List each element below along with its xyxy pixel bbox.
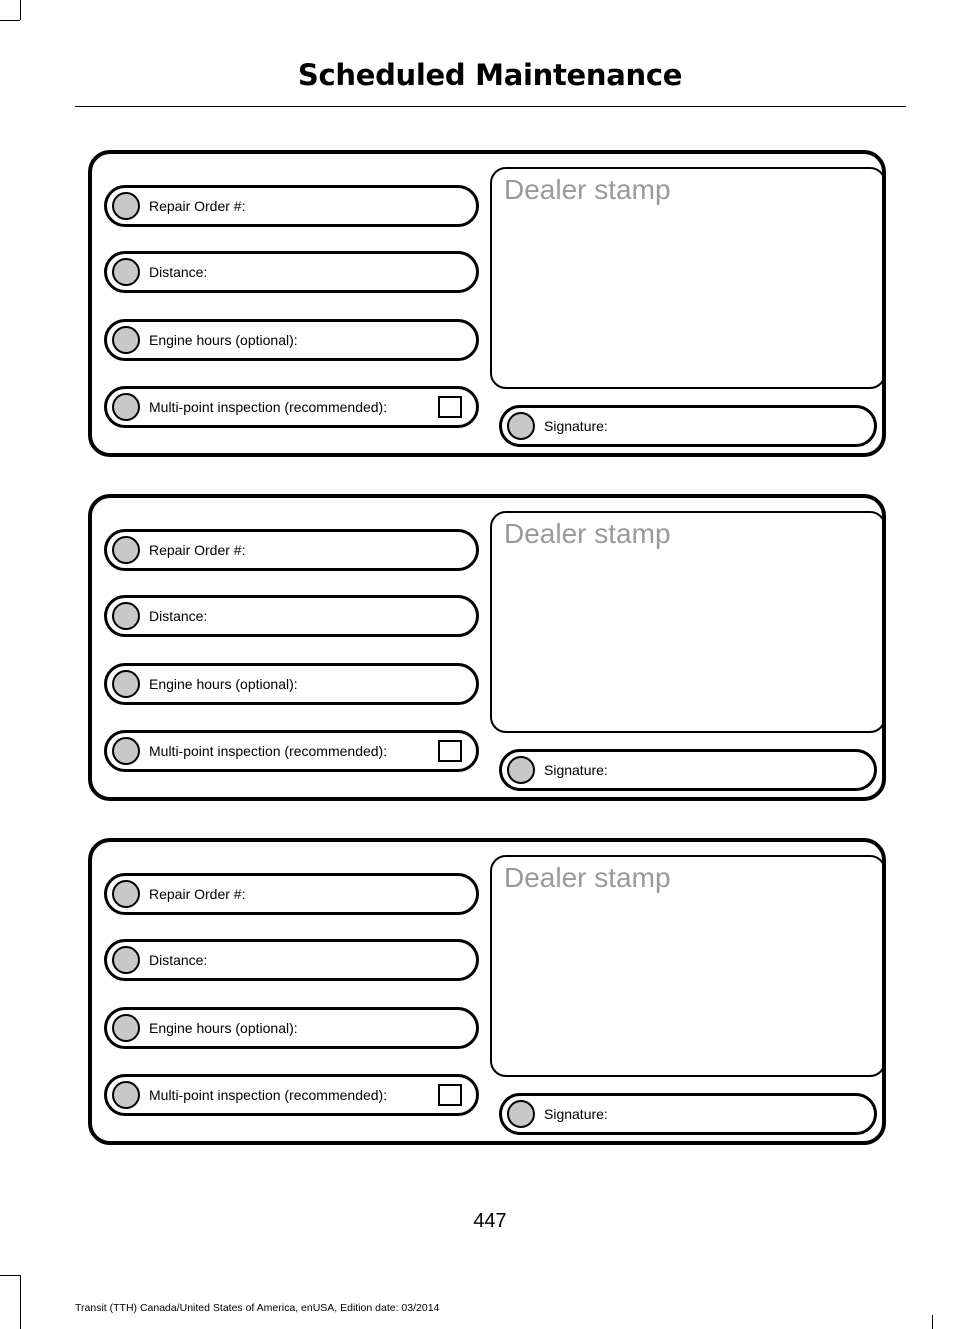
circle-icon [112, 602, 140, 630]
dealer-stamp-label: Dealer stamp [504, 862, 671, 893]
crop-mark [20, 1275, 21, 1329]
inspection-label: Multi-point inspection (recommended): [149, 399, 388, 415]
repair-order-label: Repair Order #: [149, 886, 246, 902]
maintenance-record-card [88, 150, 886, 457]
inspection-label: Multi-point inspection (recommended): [149, 1087, 388, 1103]
distance-label: Distance: [149, 264, 208, 280]
dealer-stamp-box [490, 511, 886, 733]
footer-text: Transit (TTH) Canada/United States of America, enUSA, Edition date: 03/2014 [75, 1302, 440, 1314]
crop-mark [20, 0, 21, 20]
title-divider [75, 106, 906, 107]
engine-hours-label: Engine hours (optional): [149, 676, 298, 692]
distance-field[interactable] [104, 595, 479, 637]
crop-mark [932, 1315, 933, 1329]
engine-hours-field[interactable] [104, 1007, 479, 1049]
circle-icon [112, 946, 140, 974]
signature-field[interactable] [499, 1093, 877, 1135]
maintenance-record-card [88, 838, 886, 1145]
crop-mark [0, 1275, 20, 1276]
circle-icon [112, 326, 140, 354]
circle-icon [112, 880, 140, 908]
distance-label: Distance: [149, 952, 208, 968]
page-number: 447 [473, 1210, 507, 1232]
repair-order-field[interactable] [104, 529, 479, 571]
signature-label: Signature: [544, 1106, 608, 1122]
circle-icon [112, 536, 140, 564]
dealer-stamp-label: Dealer stamp [504, 174, 671, 205]
dealer-stamp-box [490, 855, 886, 1077]
circle-icon [112, 192, 140, 220]
circle-icon [112, 670, 140, 698]
inspection-field [104, 1074, 479, 1116]
repair-order-label: Repair Order #: [149, 542, 246, 558]
inspection-label: Multi-point inspection (recommended): [149, 743, 388, 759]
signature-field[interactable] [499, 405, 877, 447]
circle-icon [112, 1014, 140, 1042]
engine-hours-field[interactable] [104, 663, 479, 705]
dealer-stamp-label: Dealer stamp [504, 518, 671, 549]
distance-label: Distance: [149, 608, 208, 624]
circle-icon [112, 737, 140, 765]
crop-mark [0, 20, 20, 21]
repair-order-field[interactable] [104, 185, 479, 227]
inspection-checkbox[interactable] [438, 1084, 462, 1106]
repair-order-field[interactable] [104, 873, 479, 915]
distance-field[interactable] [104, 939, 479, 981]
circle-icon [507, 412, 535, 440]
engine-hours-label: Engine hours (optional): [149, 1020, 298, 1036]
page-title: Scheduled Maintenance [297, 58, 683, 92]
inspection-checkbox[interactable] [438, 740, 462, 762]
signature-label: Signature: [544, 762, 608, 778]
dealer-stamp-box [490, 167, 886, 389]
circle-icon [112, 258, 140, 286]
inspection-field [104, 386, 479, 428]
inspection-checkbox[interactable] [438, 396, 462, 418]
distance-field[interactable] [104, 251, 479, 293]
inspection-field [104, 730, 479, 772]
repair-order-label: Repair Order #: [149, 198, 246, 214]
engine-hours-label: Engine hours (optional): [149, 332, 298, 348]
maintenance-record-card [88, 494, 886, 801]
circle-icon [112, 393, 140, 421]
engine-hours-field[interactable] [104, 319, 479, 361]
circle-icon [112, 1081, 140, 1109]
circle-icon [507, 1100, 535, 1128]
signature-label: Signature: [544, 418, 608, 434]
signature-field[interactable] [499, 749, 877, 791]
circle-icon [507, 756, 535, 784]
